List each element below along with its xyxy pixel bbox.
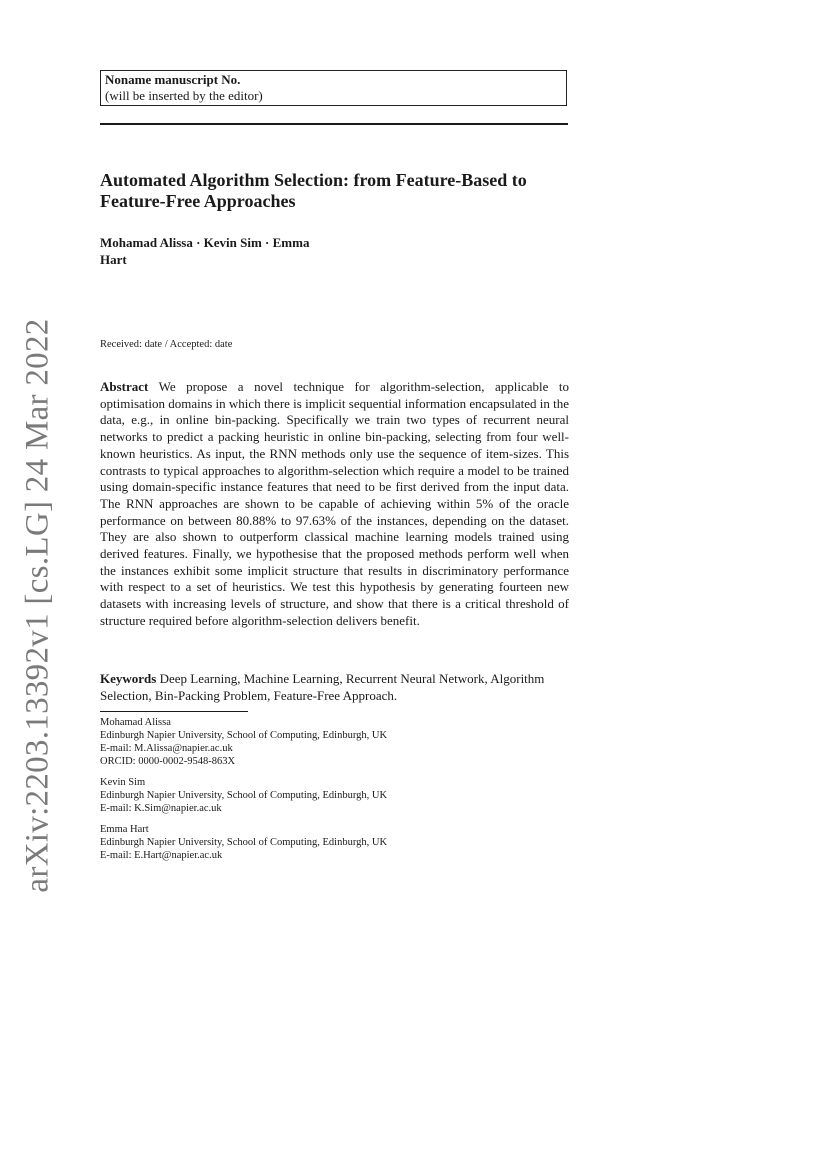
affiliation-name: Kevin Sim (100, 777, 146, 788)
affiliation-institution: Edinburgh Napier University, School of Computing, Edinburgh, UK (100, 790, 388, 801)
affiliation-institution: Edinburgh Napier University, School of Computing, Edinburgh, UK (100, 730, 388, 741)
paper-title: Automated Algorithm Selection: from Feature-Based to Feature-Free Approaches (100, 170, 527, 211)
author-line-1: Mohamad Alissa · Kevin Sim · Emma (100, 235, 310, 250)
manuscript-number-box (100, 70, 567, 106)
affiliation-email: E-mail: M.Alissa@napier.ac.uk (100, 743, 233, 754)
author-line-2: Hart (100, 252, 127, 267)
affiliation-orcid: ORCID: 0000-0002-9548-863X (100, 756, 236, 767)
affiliation-email: E-mail: E.Hart@napier.ac.uk (100, 850, 223, 861)
arxiv-identifier-stamp (18, 317, 58, 893)
keywords-text: Deep Learning, Machine Learning, Recurrent Neural Network, Algorithm Selection, Bin-Packing Problem, Feature-Free Approach. (100, 671, 545, 703)
received-accepted-line: Received: date / Accepted: date (100, 339, 233, 350)
abstract-section (100, 379, 569, 630)
affiliations (100, 716, 569, 870)
abstract-text: We propose a novel technique for algorithm-selection, applicable to optimisation domains in which there is implicit sequential information encapsulated in the data, e.g., in online bin-packing. Specifically we train two types of recurrent neural networks to predict a packing heuristic in online bin-packing, selecting from four well-known heuristics. As input, the RNN methods only use the sequence of item-sizes. This contrasts to typical approaches to algorithm-selection which require a model to be trained using domain-specific instance features that need to be first derived from the input data. The RNN approaches are shown to be capable of achieving within 5% of the oracle performance on between 80.88% to 97.63% of the instances, depending on the dataset. They are also shown to outperform classical machine learning models trained using derived features. Finally, we hypothesise that the proposed methods perform well when the instances exhibit some implicit structure that results in discriminatory performance with respect to a set of heuristics. We test this hypothesis by generating fourteen new datasets with increasing levels of structure, and show that there is a critical threshold of structure required before algorithm-selection delivers benefit. (100, 379, 570, 628)
footnote-rule (100, 711, 248, 712)
abstract-label: Abstract (100, 379, 149, 394)
affiliation-sim (100, 776, 569, 815)
affiliation-alissa (100, 716, 569, 768)
arxiv-identifier-text: arXiv:2203.13392v1 [cs.LG] 24 Mar 2022 (19, 317, 56, 893)
manuscript-box-title: Noname manuscript No. (105, 72, 241, 87)
keywords-section (100, 671, 569, 704)
affiliation-hart (100, 823, 569, 862)
affiliation-name: Mohamad Alissa (100, 717, 171, 728)
affiliation-institution: Edinburgh Napier University, School of Computing, Edinburgh, UK (100, 837, 388, 848)
header-rule (100, 123, 568, 125)
keywords-label: Keywords (100, 671, 157, 686)
manuscript-box-subtitle: (will be inserted by the editor) (105, 88, 263, 103)
affiliation-name: Emma Hart (100, 824, 149, 835)
author-list (100, 234, 400, 268)
affiliation-email: E-mail: K.Sim@napier.ac.uk (100, 803, 222, 814)
